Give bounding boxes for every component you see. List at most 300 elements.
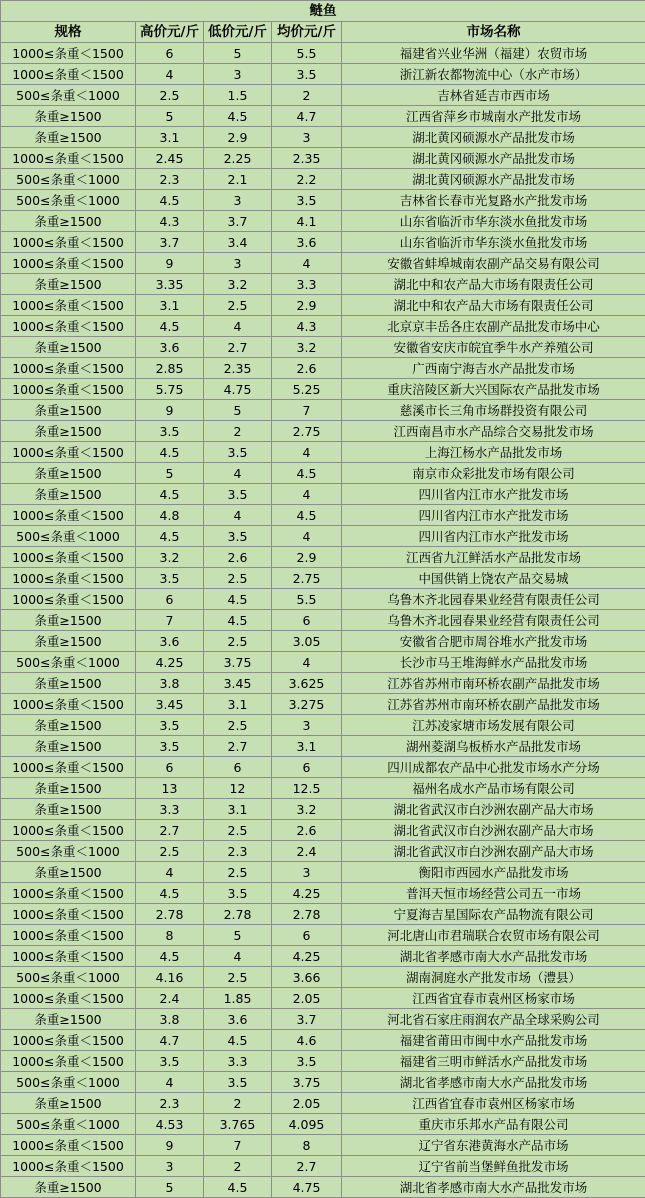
table-row [1, 883, 645, 904]
cell-high-price: 4 [136, 1072, 204, 1093]
cell-spec: 500≤条重＜1000 [1, 190, 136, 211]
table-row [1, 463, 645, 484]
table-row [1, 862, 645, 883]
cell-spec: 1000≤条重＜1500 [1, 43, 136, 64]
cell-market-name: 湖北省武汉市白沙洲农副产品大市场 [342, 841, 645, 862]
cell-avg-price: 3.275 [272, 694, 342, 715]
table-row [1, 799, 645, 820]
cell-avg-price: 2.7 [272, 1156, 342, 1177]
cell-high-price: 6 [136, 589, 204, 610]
cell-market-name: 湖南洞庭水产批发市场（澧县） [342, 967, 645, 988]
table-row [1, 820, 645, 841]
cell-spec: 1000≤条重＜1500 [1, 148, 136, 169]
cell-low-price: 3.5 [204, 442, 272, 463]
cell-low-price: 2.7 [204, 337, 272, 358]
cell-high-price: 9 [136, 1135, 204, 1156]
cell-low-price: 4 [204, 505, 272, 526]
table-row [1, 673, 645, 694]
cell-high-price: 3.8 [136, 673, 204, 694]
cell-high-price: 2.3 [136, 1093, 204, 1114]
cell-market-name: 湖北黄冈硕源水产品批发市场 [342, 127, 645, 148]
cell-market-name: 重庆涪陵区新大兴国际农产品批发市场 [342, 379, 645, 400]
cell-market-name: 四川省内江市水产批发市场 [342, 484, 645, 505]
table-row [1, 1093, 645, 1114]
cell-spec: 条重≥1500 [1, 736, 136, 757]
cell-low-price: 2.78 [204, 904, 272, 925]
cell-spec: 500≤条重＜1000 [1, 967, 136, 988]
cell-low-price: 3.1 [204, 799, 272, 820]
cell-avg-price: 4.7 [272, 106, 342, 127]
cell-spec: 1000≤条重＜1500 [1, 253, 136, 274]
cell-low-price: 3.5 [204, 1072, 272, 1093]
title-row [1, 1, 645, 22]
cell-avg-price: 3.3 [272, 274, 342, 295]
cell-avg-price: 2.2 [272, 169, 342, 190]
cell-high-price: 3.2 [136, 547, 204, 568]
table-row [1, 946, 645, 967]
cell-market-name: 衡阳市西园水产品批发市场 [342, 862, 645, 883]
cell-low-price: 3 [204, 253, 272, 274]
cell-high-price: 4.5 [136, 526, 204, 547]
cell-low-price: 2.9 [204, 127, 272, 148]
table-row [1, 295, 645, 316]
cell-avg-price: 3.5 [272, 190, 342, 211]
cell-spec: 1000≤条重＜1500 [1, 1030, 136, 1051]
table-title: 鲢鱼 [1, 1, 645, 22]
cell-market-name: 普洱天恒市场经营公司五一市场 [342, 883, 645, 904]
cell-high-price: 2.45 [136, 148, 204, 169]
cell-avg-price: 3.5 [272, 64, 342, 85]
cell-avg-price: 3.66 [272, 967, 342, 988]
cell-market-name: 吉林省延吉市西市场 [342, 85, 645, 106]
table-row [1, 43, 645, 64]
table-row [1, 1009, 645, 1030]
cell-low-price: 4.75 [204, 379, 272, 400]
cell-high-price: 3.5 [136, 715, 204, 736]
cell-avg-price: 3.05 [272, 631, 342, 652]
cell-high-price: 2.3 [136, 169, 204, 190]
cell-spec: 条重≥1500 [1, 106, 136, 127]
table-row [1, 379, 645, 400]
cell-low-price: 5 [204, 43, 272, 64]
cell-high-price: 3.8 [136, 1009, 204, 1030]
cell-avg-price: 4 [272, 442, 342, 463]
table-row [1, 1156, 645, 1177]
cell-low-price: 2.1 [204, 169, 272, 190]
table-body [1, 43, 645, 1198]
cell-high-price: 3.35 [136, 274, 204, 295]
cell-low-price: 3 [204, 64, 272, 85]
cell-spec: 500≤条重＜1000 [1, 526, 136, 547]
table-row [1, 358, 645, 379]
cell-high-price: 6 [136, 757, 204, 778]
cell-high-price: 4.3 [136, 211, 204, 232]
cell-market-name: 吉林省长春市光复路水产批发市场 [342, 190, 645, 211]
cell-spec: 1000≤条重＜1500 [1, 358, 136, 379]
cell-low-price: 2.5 [204, 568, 272, 589]
cell-low-price: 2.5 [204, 862, 272, 883]
cell-spec: 条重≥1500 [1, 1009, 136, 1030]
cell-market-name: 江西省宜春市袁州区杨家市场 [342, 988, 645, 1009]
cell-high-price: 4.5 [136, 442, 204, 463]
table-row [1, 1051, 645, 1072]
table-row [1, 589, 645, 610]
cell-avg-price: 4.25 [272, 946, 342, 967]
table-row [1, 547, 645, 568]
table-row [1, 106, 645, 127]
cell-market-name: 辽宁省东港黄海水产品市场 [342, 1135, 645, 1156]
cell-low-price: 2.35 [204, 358, 272, 379]
cell-avg-price: 2.6 [272, 820, 342, 841]
table-row [1, 337, 645, 358]
cell-avg-price: 2.9 [272, 547, 342, 568]
table-row [1, 568, 645, 589]
table-row [1, 715, 645, 736]
cell-high-price: 3.6 [136, 631, 204, 652]
header-avg-price: 均价元/斤 [272, 22, 342, 43]
cell-avg-price: 7 [272, 400, 342, 421]
table-row [1, 211, 645, 232]
cell-spec: 条重≥1500 [1, 715, 136, 736]
cell-spec: 条重≥1500 [1, 127, 136, 148]
cell-high-price: 4.7 [136, 1030, 204, 1051]
cell-high-price: 5 [136, 463, 204, 484]
cell-market-name: 江苏省苏州市南环桥农副产品批发市场 [342, 694, 645, 715]
cell-avg-price: 2.78 [272, 904, 342, 925]
cell-market-name: 乌鲁木齐北园春果业经营有限责任公司 [342, 589, 645, 610]
cell-spec: 1000≤条重＜1500 [1, 232, 136, 253]
cell-high-price: 4 [136, 862, 204, 883]
cell-market-name: 安徽省蚌埠城南农副产品交易有限公司 [342, 253, 645, 274]
cell-market-name: 辽宁省前当堡鲜鱼批发市场 [342, 1156, 645, 1177]
cell-avg-price: 3.2 [272, 799, 342, 820]
cell-avg-price: 4.3 [272, 316, 342, 337]
cell-spec: 500≤条重＜1000 [1, 1072, 136, 1093]
cell-avg-price: 3.2 [272, 337, 342, 358]
cell-market-name: 湖北省孝感市南大水产品批发市场 [342, 1177, 645, 1198]
cell-avg-price: 3.625 [272, 673, 342, 694]
cell-high-price: 2.4 [136, 988, 204, 1009]
cell-market-name: 湖北省孝感市南大水产品批发市场 [342, 946, 645, 967]
cell-market-name: 安徽省合肥市周谷堆水产批发市场 [342, 631, 645, 652]
cell-high-price: 6 [136, 43, 204, 64]
cell-high-price: 3 [136, 1156, 204, 1177]
cell-low-price: 2.5 [204, 967, 272, 988]
cell-market-name: 江西南昌市水产品综合交易批发市场 [342, 421, 645, 442]
cell-high-price: 3.5 [136, 568, 204, 589]
cell-market-name: 江西省宜春市袁州区杨家市场 [342, 1093, 645, 1114]
cell-avg-price: 6 [272, 610, 342, 631]
table-row [1, 1072, 645, 1093]
cell-spec: 1000≤条重＜1500 [1, 1135, 136, 1156]
cell-low-price: 6 [204, 757, 272, 778]
cell-spec: 条重≥1500 [1, 862, 136, 883]
cell-high-price: 4.5 [136, 190, 204, 211]
cell-spec: 1000≤条重＜1500 [1, 1156, 136, 1177]
cell-high-price: 2.5 [136, 85, 204, 106]
cell-spec: 1000≤条重＜1500 [1, 988, 136, 1009]
cell-market-name: 江西省九江鲜活水产品批发市场 [342, 547, 645, 568]
cell-spec: 1000≤条重＜1500 [1, 1051, 136, 1072]
cell-high-price: 4.16 [136, 967, 204, 988]
cell-high-price: 3.5 [136, 736, 204, 757]
cell-spec: 条重≥1500 [1, 421, 136, 442]
table-row [1, 421, 645, 442]
cell-low-price: 1.5 [204, 85, 272, 106]
cell-avg-price: 4 [272, 484, 342, 505]
cell-high-price: 3.7 [136, 232, 204, 253]
cell-market-name: 中国供销上饶农产品交易城 [342, 568, 645, 589]
cell-high-price: 3.5 [136, 421, 204, 442]
header-spec: 规格 [1, 22, 136, 43]
cell-high-price: 13 [136, 778, 204, 799]
header-market-name: 市场名称 [342, 22, 645, 43]
table-row [1, 169, 645, 190]
cell-avg-price: 4.6 [272, 1030, 342, 1051]
cell-avg-price: 3 [272, 715, 342, 736]
cell-spec: 条重≥1500 [1, 463, 136, 484]
table-row [1, 148, 645, 169]
cell-low-price: 5 [204, 925, 272, 946]
cell-avg-price: 3.1 [272, 736, 342, 757]
table-row [1, 484, 645, 505]
cell-avg-price: 2.75 [272, 421, 342, 442]
cell-spec: 1000≤条重＜1500 [1, 589, 136, 610]
table-row [1, 652, 645, 673]
cell-low-price: 3.1 [204, 694, 272, 715]
cell-avg-price: 3.75 [272, 1072, 342, 1093]
table-row [1, 1177, 645, 1198]
cell-avg-price: 2.6 [272, 358, 342, 379]
cell-high-price: 3.45 [136, 694, 204, 715]
header-high-price: 高价元/斤 [136, 22, 204, 43]
cell-high-price: 4.5 [136, 484, 204, 505]
cell-spec: 1000≤条重＜1500 [1, 379, 136, 400]
cell-spec: 1000≤条重＜1500 [1, 820, 136, 841]
cell-market-name: 河北唐山市君瑞联合农贸市场有限公司 [342, 925, 645, 946]
table-row [1, 274, 645, 295]
cell-spec: 条重≥1500 [1, 778, 136, 799]
cell-low-price: 5 [204, 400, 272, 421]
cell-market-name: 长沙市马王堆海鲜水产品批发市场 [342, 652, 645, 673]
cell-spec: 1000≤条重＜1500 [1, 757, 136, 778]
cell-spec: 条重≥1500 [1, 400, 136, 421]
cell-low-price: 3.45 [204, 673, 272, 694]
cell-avg-price: 12.5 [272, 778, 342, 799]
cell-avg-price: 3.6 [272, 232, 342, 253]
cell-avg-price: 2.05 [272, 1093, 342, 1114]
cell-spec: 条重≥1500 [1, 673, 136, 694]
header-row [1, 22, 645, 43]
cell-market-name: 江苏凌家塘市场发展有限公司 [342, 715, 645, 736]
table-row [1, 841, 645, 862]
table-row [1, 400, 645, 421]
cell-low-price: 4 [204, 946, 272, 967]
cell-market-name: 湖北黄冈硕源水产品批发市场 [342, 169, 645, 190]
cell-low-price: 3.3 [204, 1051, 272, 1072]
cell-avg-price: 4.095 [272, 1114, 342, 1135]
table-row [1, 85, 645, 106]
table-row [1, 967, 645, 988]
cell-low-price: 3.7 [204, 211, 272, 232]
cell-avg-price: 8 [272, 1135, 342, 1156]
cell-low-price: 3.4 [204, 232, 272, 253]
cell-avg-price: 4 [272, 652, 342, 673]
cell-low-price: 4.5 [204, 589, 272, 610]
cell-low-price: 3.2 [204, 274, 272, 295]
cell-market-name: 乌鲁木齐北园春果业经营有限责任公司 [342, 610, 645, 631]
cell-avg-price: 5.5 [272, 589, 342, 610]
header-low-price: 低价元/斤 [204, 22, 272, 43]
cell-market-name: 湖北省孝感市南大水产品批发市场 [342, 1072, 645, 1093]
cell-market-name: 湖北省武汉市白沙洲农副产品大市场 [342, 799, 645, 820]
cell-avg-price: 2 [272, 85, 342, 106]
cell-avg-price: 6 [272, 925, 342, 946]
cell-high-price: 9 [136, 253, 204, 274]
cell-high-price: 8 [136, 925, 204, 946]
cell-market-name: 慈溪市长三角市场群投资有限公司 [342, 400, 645, 421]
cell-market-name: 宁夏海吉星国际农产品物流有限公司 [342, 904, 645, 925]
cell-market-name: 四川省内江市水产批发市场 [342, 505, 645, 526]
cell-avg-price: 4.5 [272, 463, 342, 484]
cell-low-price: 3.75 [204, 652, 272, 673]
cell-market-name: 江西省萍乡市城南水产批发市场 [342, 106, 645, 127]
cell-spec: 500≤条重＜1000 [1, 169, 136, 190]
table-row [1, 778, 645, 799]
cell-avg-price: 2.05 [272, 988, 342, 1009]
cell-low-price: 3.5 [204, 883, 272, 904]
cell-spec: 500≤条重＜1000 [1, 1114, 136, 1135]
cell-low-price: 2.5 [204, 631, 272, 652]
table-row [1, 631, 645, 652]
cell-avg-price: 4 [272, 253, 342, 274]
cell-market-name: 湖州菱湖乌板桥水产品批发市场 [342, 736, 645, 757]
cell-high-price: 3.1 [136, 127, 204, 148]
cell-low-price: 2.3 [204, 841, 272, 862]
table-row [1, 925, 645, 946]
table-row [1, 442, 645, 463]
cell-avg-price: 4.25 [272, 883, 342, 904]
cell-spec: 条重≥1500 [1, 274, 136, 295]
cell-spec: 1000≤条重＜1500 [1, 505, 136, 526]
cell-market-name: 南京市众彩批发市场有限公司 [342, 463, 645, 484]
cell-market-name: 安徽省安庆市皖宜季牛水产养殖公司 [342, 337, 645, 358]
cell-low-price: 4.5 [204, 610, 272, 631]
cell-market-name: 湖北中和农产品大市场有限责任公司 [342, 295, 645, 316]
cell-low-price: 3.5 [204, 484, 272, 505]
cell-high-price: 2.85 [136, 358, 204, 379]
cell-avg-price: 2.75 [272, 568, 342, 589]
cell-high-price: 3.1 [136, 295, 204, 316]
cell-spec: 条重≥1500 [1, 1177, 136, 1198]
cell-avg-price: 3.7 [272, 1009, 342, 1030]
cell-avg-price: 5.25 [272, 379, 342, 400]
cell-spec: 条重≥1500 [1, 799, 136, 820]
cell-spec: 1000≤条重＜1500 [1, 694, 136, 715]
cell-low-price: 4 [204, 463, 272, 484]
cell-low-price: 3.6 [204, 1009, 272, 1030]
cell-spec: 1000≤条重＜1500 [1, 925, 136, 946]
cell-low-price: 4 [204, 316, 272, 337]
cell-market-name: 四川成都农产品中心批发市场水产分场 [342, 757, 645, 778]
cell-high-price: 5 [136, 106, 204, 127]
cell-low-price: 4.5 [204, 1177, 272, 1198]
cell-low-price: 3.765 [204, 1114, 272, 1135]
cell-spec: 1000≤条重＜1500 [1, 316, 136, 337]
table-row [1, 610, 645, 631]
cell-avg-price: 4.1 [272, 211, 342, 232]
table-row [1, 1114, 645, 1135]
cell-low-price: 2 [204, 1093, 272, 1114]
cell-high-price: 9 [136, 400, 204, 421]
cell-spec: 条重≥1500 [1, 484, 136, 505]
table-row [1, 526, 645, 547]
cell-avg-price: 2.4 [272, 841, 342, 862]
table-row [1, 904, 645, 925]
cell-spec: 500≤条重＜1000 [1, 841, 136, 862]
cell-spec: 1000≤条重＜1500 [1, 442, 136, 463]
cell-avg-price: 3.5 [272, 1051, 342, 1072]
cell-market-name: 湖北黄冈硕源水产品批发市场 [342, 148, 645, 169]
cell-spec: 1000≤条重＜1500 [1, 547, 136, 568]
cell-low-price: 2 [204, 421, 272, 442]
cell-high-price: 2.78 [136, 904, 204, 925]
cell-low-price: 2.5 [204, 715, 272, 736]
cell-low-price: 2 [204, 1156, 272, 1177]
cell-market-name: 山东省临沂市华东淡水鱼批发市场 [342, 211, 645, 232]
cell-spec: 1000≤条重＜1500 [1, 904, 136, 925]
cell-high-price: 3.3 [136, 799, 204, 820]
table-row [1, 505, 645, 526]
cell-high-price: 4.5 [136, 883, 204, 904]
cell-low-price: 2.5 [204, 295, 272, 316]
cell-high-price: 4.5 [136, 946, 204, 967]
table-row [1, 736, 645, 757]
cell-spec: 条重≥1500 [1, 211, 136, 232]
table-row [1, 1030, 645, 1051]
cell-high-price: 5 [136, 1177, 204, 1198]
cell-spec: 1000≤条重＜1500 [1, 568, 136, 589]
cell-market-name: 福建省兴业华洲（福建）农贸市场 [342, 43, 645, 64]
table-row [1, 316, 645, 337]
cell-high-price: 7 [136, 610, 204, 631]
cell-market-name: 福建省莆田市闽中水产品批发市场 [342, 1030, 645, 1051]
cell-spec: 条重≥1500 [1, 337, 136, 358]
cell-low-price: 2.5 [204, 820, 272, 841]
cell-high-price: 3.6 [136, 337, 204, 358]
cell-high-price: 4.25 [136, 652, 204, 673]
cell-market-name: 北京京丰岳各庄农副产品批发市场中心 [342, 316, 645, 337]
table-row [1, 127, 645, 148]
cell-high-price: 4.53 [136, 1114, 204, 1135]
cell-low-price: 3 [204, 190, 272, 211]
table-row [1, 190, 645, 211]
cell-high-price: 5.75 [136, 379, 204, 400]
cell-high-price: 2.5 [136, 841, 204, 862]
table-row [1, 1135, 645, 1156]
cell-market-name: 上海江杨水产品批发市场 [342, 442, 645, 463]
cell-avg-price: 3 [272, 127, 342, 148]
cell-avg-price: 2.35 [272, 148, 342, 169]
cell-market-name: 湖北省武汉市白沙洲农副产品大市场 [342, 820, 645, 841]
cell-market-name: 浙江新农都物流中心（水产市场） [342, 64, 645, 85]
table-row [1, 988, 645, 1009]
cell-low-price: 7 [204, 1135, 272, 1156]
cell-high-price: 4.5 [136, 316, 204, 337]
cell-spec: 条重≥1500 [1, 1093, 136, 1114]
cell-high-price: 4.8 [136, 505, 204, 526]
cell-market-name: 四川省内江市水产批发市场 [342, 526, 645, 547]
